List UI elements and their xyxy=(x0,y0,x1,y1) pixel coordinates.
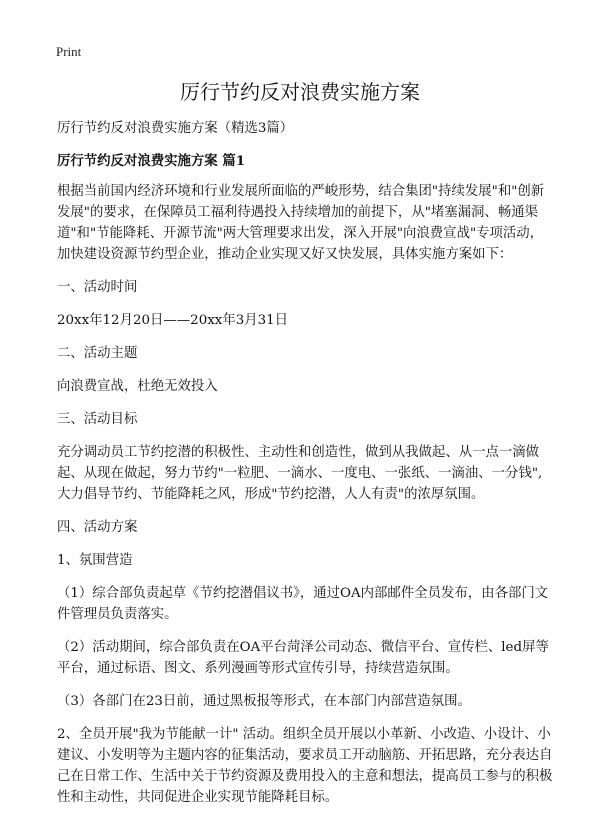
document-body xyxy=(57,118,553,808)
heading-activity-theme: 二、活动主题 xyxy=(57,346,138,361)
heading-plan-atmosphere: 1、氛围营造 xyxy=(57,553,133,568)
plan-section-2: 2、全员开展"我为节能献一计" 活动。组织全员开展以小革新、小改造、小设计、小建议、小发明等为主题内容的征集活动，要求员工开动脑筋、开拓思路，充分表达自己在日常工作、生活中关于节约资源及费用投入的主意和想法，提高员工参与的积极性和主动性，共同促进企业实现节能降耗目标。 xyxy=(57,727,553,805)
activity-time-text: 20xx年12月20日——20xx年3月31日 xyxy=(57,313,289,328)
intro-paragraph: 根据当前国内经济环境和行业发展所面临的严峻形势，结合集团"持续发展"和"创新发展"的要求，在保障员工福利待遇投入持续增加的前提下，从"堵塞漏洞、畅通渠道"和"节能降耗、开源节流"两大管理要求出发，深入开展"向浪费宣战"专项活动，加快建设资源节约型企业，推动企业实现又好又快发展，具体实施方案如下： xyxy=(57,184,545,262)
document-title: 厉行节约反对浪费实施方案 xyxy=(180,80,420,104)
heading-activity-time: 一、活动时间 xyxy=(57,280,138,295)
plan-item-1: （1）综合部负责起草《节约挖潜倡议书》，通过OA内部邮件全员发布，由各部门文件管理员负责落实。 xyxy=(57,586,549,622)
plan-item-2: （2）活动期间，综合部负责在OA平台菏泽公司动态、微信平台、宣传栏、led屏等平台，通过标语、图文、系列漫画等形式宣传引导，持续营造氛围。 xyxy=(57,640,549,676)
heading-activity-plan: 四、活动方案 xyxy=(57,520,138,535)
activity-goal-text: 充分调动员工节约挖潜的积极性、主动性和创造性，做到从我做起、从一点一滴做起、从现在做起，努力节约"一粒肥、一滴水、一度电、一张纸、一滴油、一分钱",大力倡导节约、节能降耗之风，形成"节约挖潜，人人有责"的浓厚氛围。 xyxy=(57,445,543,502)
section-heading: 厉行节约反对浪费实施方案 篇1 xyxy=(57,153,246,169)
activity-theme-text: 向浪费宣战，杜绝无效投入 xyxy=(57,379,218,394)
print-link[interactable]: Print xyxy=(56,44,82,59)
heading-activity-goal: 三、活动目标 xyxy=(57,412,138,427)
plan-item-3: （3）各部门在23日前，通过黑板报等形式，在本部门内部营造氛围。 xyxy=(57,694,471,709)
document-subtitle: 厉行节约反对浪费实施方案（精选3篇） xyxy=(57,121,294,136)
